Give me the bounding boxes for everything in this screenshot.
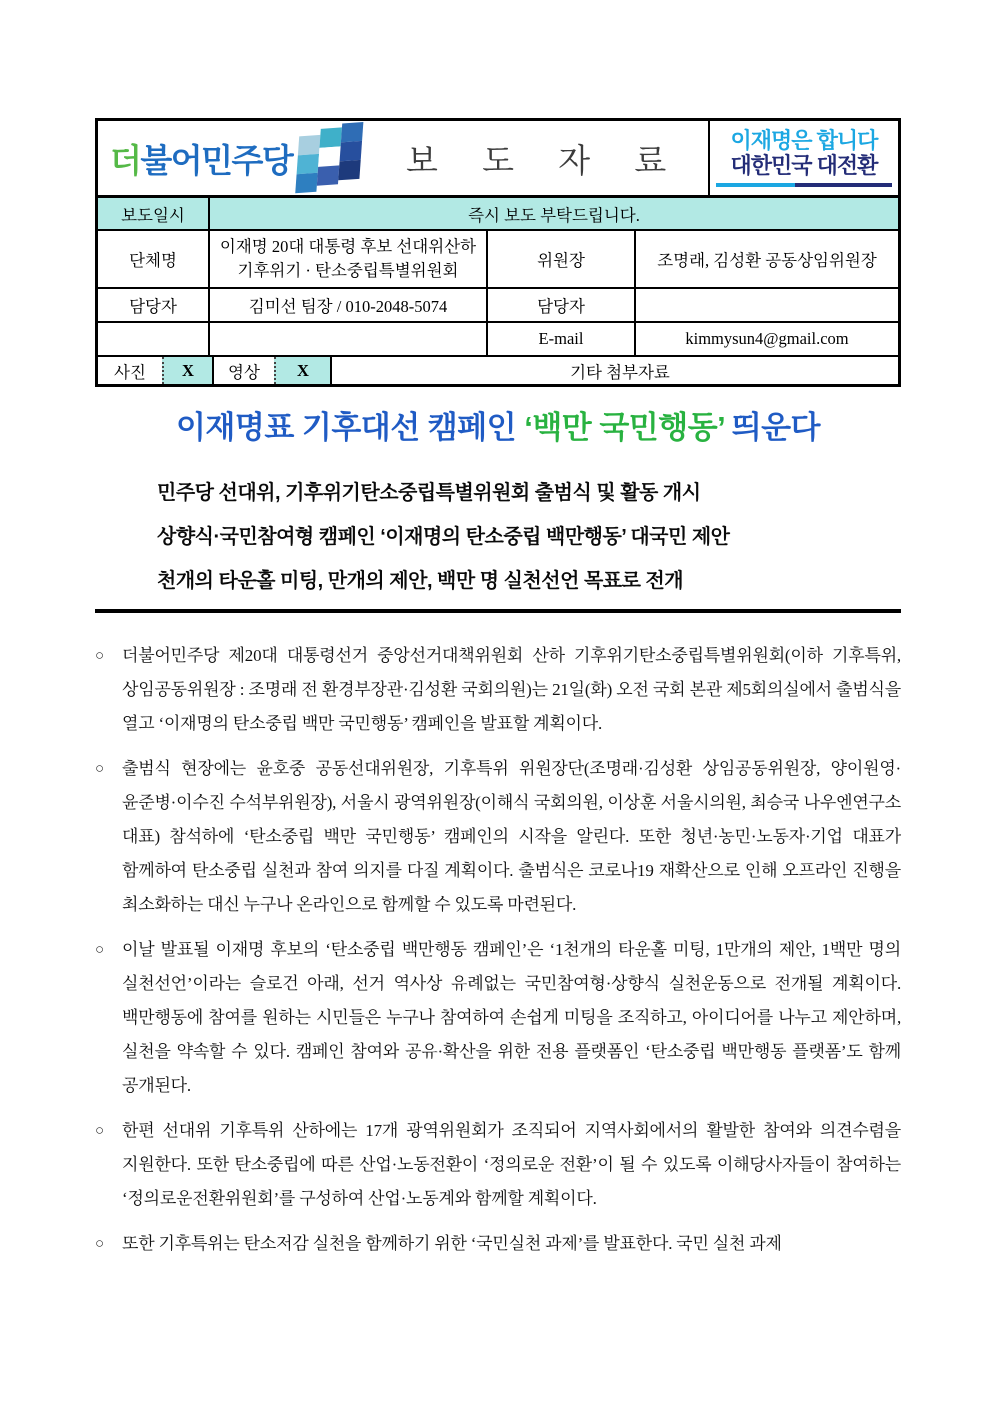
release-value: 즉시 보도 부탁드립니다. (209, 198, 898, 230)
release-label: 보도일시 (98, 198, 209, 230)
release-row (98, 198, 898, 230)
masthead-left (98, 121, 710, 195)
organization-row (98, 230, 898, 288)
headline-prefix: 이재명표 기후대선 캠페인 (175, 410, 525, 445)
contact2-label: 담당자 (487, 288, 635, 322)
email-row-empty2 (209, 322, 487, 355)
headline-highlight: ‘백만 국민행동’ (524, 410, 725, 445)
etc-attachment-label: 기타 첨부자료 (330, 357, 898, 384)
email-row (98, 322, 898, 355)
body-paragraph (95, 933, 901, 1103)
slogan-line-1: 이재명은 합니다 (730, 128, 878, 154)
campaign-slogan (710, 121, 898, 195)
paragraph-text: 한편 선대위 기후특위 산하에는 17개 광역위원회가 조직되어 지역사회에서의 활발한 참여와 의견수렴을 지원한다. 또한 탄소중립에 따른 산업·노동전환이 ‘정의로운 전환’이 될 수 있도록 이해당사자들이 참여하는 ‘정의로운전환위원회’를 구성하여 산업·노동계와 함께할 계획이다. (122, 1121, 901, 1208)
slogan-underline (716, 183, 892, 187)
doc-type-title: 보 도 자 료 (406, 143, 685, 180)
body-paragraph (95, 1227, 901, 1261)
video-checkbox: X (274, 357, 330, 384)
photo-label: 사진 (114, 362, 146, 382)
contact-label: 담당자 (98, 288, 209, 322)
headline (95, 402, 901, 447)
paragraph-text: 또한 기후특위는 탄소저감 실천을 함께하기 위한 ‘국민실천 과제’를 발표한다. 국민 실천 과제 (122, 1234, 782, 1253)
divider-rule (95, 609, 901, 613)
org-value-line1: 이재명 20대 대통령 후보 선대위산하 (219, 237, 477, 257)
chair-label: 위원장 (487, 230, 635, 288)
email-label: E-mail (487, 322, 635, 355)
contact2-value (635, 288, 898, 322)
bullet-icon: ○ (95, 942, 105, 958)
body-paragraph (95, 639, 901, 741)
paragraph-text: 출범식 현장에는 윤호중 공동선대위원장, 기후특위 위원장단(조명래·김성환 상임공동위원장, 양이원영·윤준병·이수진 수석부위원장), 서울시 광역위원장(이해식 국회의원, 이상훈 서울시의원, 최승국 나우엔연구소 대표) 참석하에 ‘탄소중립 백만 국민행동’ 캠페인의 시작을 알린다. 또한 청년·농민·노동자·기업 대표가 함께하여 탄소중립 실천과 참여 의지를 다질 계획이다. 출범식은 코로나19 재확산으로 인해 오프라인 진행을 최소화하는 대신 누구나 온라인으로 함께할 수 있도록 마련된다. (122, 759, 901, 914)
email-value: kimmysun4@gmail.com (635, 322, 898, 355)
subhead-line: 천개의 타운홀 미팅, 만개의 제안, 백만 명 실천선언 목표로 전개 (157, 570, 684, 592)
org-value-line2: 기후위기 · 탄소중립특별위원회 (237, 261, 459, 280)
contact-value: 김미선 팀장 / 010-2048-5074 (209, 288, 487, 322)
body-text (95, 639, 901, 1261)
party-logo-text-blue: 불어민주당 (140, 141, 293, 179)
org-label: 단체명 (98, 230, 209, 288)
press-release-header-box (95, 118, 901, 387)
video-label: 영상 (212, 357, 274, 384)
contact-row (98, 288, 898, 322)
bullet-icon: ○ (95, 1123, 105, 1139)
bullet-icon: ○ (95, 648, 105, 664)
party-flag-icon (296, 122, 367, 188)
slogan-line-2: 대한민국 대전환 (730, 153, 878, 178)
bullet-icon: ○ (95, 1236, 105, 1252)
attachments-row (98, 355, 898, 384)
paragraph-text: 더불어민주당 제20대 대통령선거 중앙선거대책위원회 산하 기후위기탄소중립특별위원회(이하 기후특위, 상임공동위원장 : 조명래 전 환경부장관·김성환 국회의원)는 21일(화) 오전 국회 본관 제5회의실에서 출범식을 열고 ‘이재명의 탄소중립 백만 국민행동’ 캠페인을 발표할 계획이다. (122, 646, 901, 733)
org-value (209, 230, 487, 288)
paragraph-text: 이날 발표될 이재명 후보의 ‘탄소중립 백만행동 캠페인’은 ‘1천개의 타운홀 미팅, 1만개의 제안, 1백만 명의 실천선언’이라는 슬로건 아래, 선거 역사상 유례없는 국민참여형·상향식 실천운동으로 전개될 계획이다. 백만행동에 참여를 원하는 시민들은 누구나 참여하여 손쉽게 미팅을 조직하고, 아이디어를 나누고 제안하며, 실천을 약속할 수 있다. 캠페인 참여와 공유·확산을 위한 전용 플랫폼인 ‘탄소중립 백만행동 플랫폼’도 함께 공개된다. (122, 940, 901, 1095)
masthead (98, 121, 898, 198)
body-paragraph (95, 1114, 901, 1216)
subhead-line: 민주당 선대위, 기후위기탄소중립특별위원회 출범식 및 활동 개시 (157, 482, 701, 504)
bullet-icon: ○ (95, 761, 105, 777)
chair-value: 조명래, 김성환 공동상임위원장 (635, 230, 898, 288)
subhead-block (95, 471, 901, 603)
press-info-table (98, 198, 898, 355)
subhead-line: 상향식·국민참여형 캠페인 ‘이재명의 탄소중립 백만행동’ 대국민 제안 (157, 526, 730, 548)
party-logo (110, 130, 364, 186)
email-row-empty1 (98, 322, 209, 355)
headline-suffix: 띄운다 (724, 410, 821, 445)
body-paragraph (95, 752, 901, 922)
party-logo-text-green: 더 (110, 141, 141, 179)
party-logo-text (110, 135, 292, 182)
photo-checkbox: X (162, 357, 212, 384)
